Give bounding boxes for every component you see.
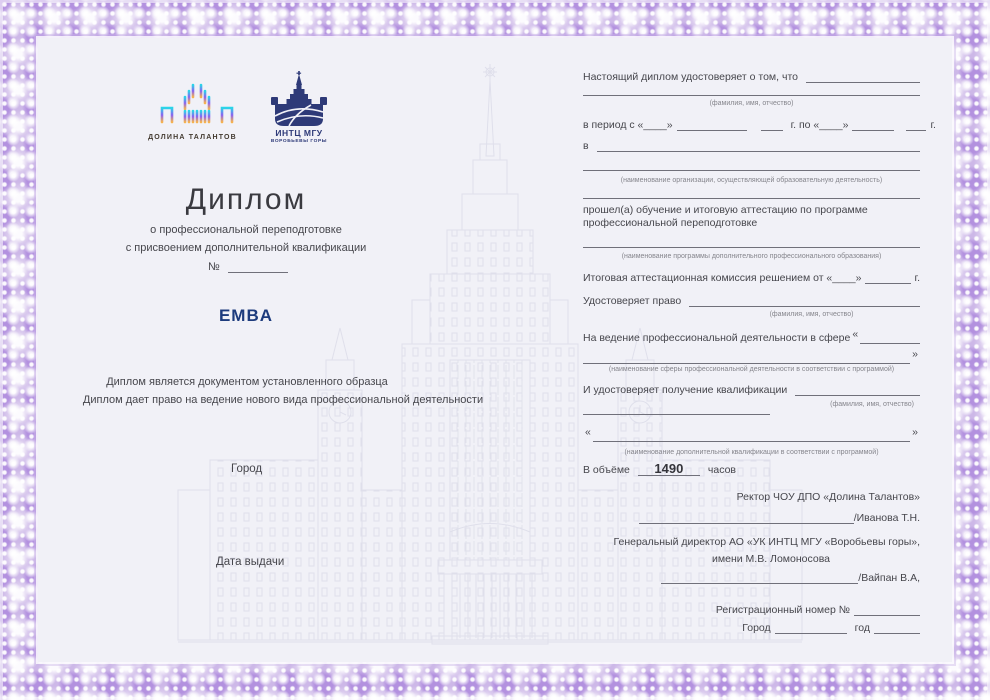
commission-date-blank[interactable] — [865, 271, 910, 284]
rector-title-row — [583, 491, 920, 503]
qualification-name-blank[interactable] — [593, 429, 910, 442]
reg-number-row — [583, 603, 920, 616]
statement-line2: Диплом дает право на ведение нового вида профессиональной деятельности — [82, 394, 484, 406]
diploma-subtitle-line2: с присвоением дополнительной квалификации — [125, 242, 367, 254]
director-sign-name: /Вайпан В.А, — [858, 571, 920, 584]
period-year-blank-1[interactable] — [761, 118, 783, 131]
certify-intro-label: Настоящий диплом удостоверяет о том, что — [583, 70, 798, 83]
right-label: Удостоверяет право — [583, 294, 682, 307]
diploma-title: Диплом — [185, 183, 307, 216]
period-row — [583, 118, 936, 131]
talents-valley-logo-icon — [152, 74, 242, 128]
passed-line2-label: профессиональной переподготовке — [583, 217, 758, 229]
diploma-number-row — [208, 260, 288, 273]
program-blank[interactable] — [583, 245, 920, 248]
city-year-row — [583, 621, 920, 634]
qualification-caption: (наименование дополнительной квалификации в соответствии с программой) — [624, 449, 879, 456]
period-date-blank-2[interactable] — [852, 118, 894, 131]
rector-sign-name: /Иванова Т.Н. — [853, 511, 920, 524]
organization-blank-2[interactable] — [583, 168, 920, 171]
sphere-open-quote: « — [852, 328, 859, 340]
talents-valley-logo-label: ДОЛИНА ТАЛАНТОВ — [148, 134, 237, 141]
commission-year-suffix: г. — [914, 271, 920, 284]
sphere-caption: (наименование сферы профессиональной деятельности в соответствии с программой) — [608, 366, 895, 373]
fio-blank-2[interactable] — [583, 93, 920, 96]
sphere-close-quote: » — [912, 348, 918, 360]
form-column — [583, 0, 936, 700]
sphere-label: На ведение профессиональной деятельности в сфере — [583, 332, 851, 344]
diploma-number-blank[interactable] — [228, 260, 288, 273]
rector-signature-blank[interactable] — [639, 511, 854, 524]
director-title-row-2 — [583, 553, 920, 565]
intc-msu-logo-name: ИНТЦ МГУ — [275, 128, 323, 138]
reg-year-blank[interactable] — [874, 621, 920, 634]
qualification-row — [583, 383, 920, 396]
qualification-fio-blank-1[interactable] — [795, 383, 920, 396]
period-date-blank-1[interactable] — [677, 118, 747, 131]
volume-blank[interactable] — [638, 463, 700, 476]
fio-caption-2: (фамилия, имя, отчество) — [769, 311, 854, 318]
fio-caption-3: (фамилия, имя, отчество) — [830, 401, 914, 408]
certify-intro-row — [583, 70, 920, 83]
period-from-label: в период с «____» — [583, 118, 673, 131]
sphere-blank-2[interactable] — [583, 351, 910, 364]
program-name: EMBA — [218, 306, 274, 325]
in-label: в — [583, 139, 589, 152]
issue-date-label: Дата выдачи — [216, 556, 285, 568]
sphere-row — [583, 328, 920, 344]
organization-blank-1[interactable] — [597, 139, 920, 152]
qualification-open-quote: « — [585, 426, 591, 438]
passed-line1-label: прошел(а) обучение и итоговую аттестацию по программе — [583, 204, 868, 216]
passed-line1 — [583, 204, 920, 216]
rector-title: Ректор ЧОУ ДПО «Долина Талантов» — [736, 491, 920, 503]
qualification-name-row — [583, 426, 920, 442]
director-title-row-1 — [583, 536, 920, 548]
intc-msu-logo-icon — [267, 70, 331, 128]
director-title-line1: Генеральный директор АО «УК ИНТЦ МГУ «Воробьевы горы», — [613, 536, 920, 548]
commission-label: Итоговая аттестационная комиссия решением от «____» — [583, 271, 862, 284]
right-fio-blank[interactable] — [689, 294, 920, 307]
fio-caption: (фамилия, имя, отчество) — [709, 100, 794, 107]
sphere-blank-1[interactable] — [860, 331, 920, 344]
commission-row — [583, 271, 920, 284]
reg-city-blank[interactable] — [775, 621, 847, 634]
qualification-label: И удостоверяет получение квалификации — [583, 383, 788, 396]
director-sign-row — [583, 571, 920, 584]
statement-line1: Диплом является документом установленного образца — [106, 376, 388, 388]
director-signature-blank[interactable] — [661, 571, 858, 584]
intc-msu-logo-subname: ВОРОБЬЕВЫ ГОРЫ — [270, 139, 328, 144]
right-row — [583, 294, 920, 307]
sphere-row-2 — [583, 348, 920, 364]
qualification-fio-blank-2[interactable] — [583, 412, 770, 415]
volume-hours-value: 1490 — [654, 461, 684, 476]
diploma-subtitle-line1: о профессиональной переподготовке — [150, 224, 342, 236]
city-label: Город — [231, 463, 263, 475]
organization-blank-3[interactable] — [583, 196, 920, 199]
period-year-suffix: г. — [930, 118, 936, 131]
qualification-close-quote: » — [912, 426, 918, 438]
reg-number-label: Регистрационный номер № — [715, 603, 850, 616]
organization-row — [583, 139, 920, 152]
reg-city-label: Город — [742, 621, 771, 634]
reg-year-label: год — [854, 621, 870, 634]
passed-line2 — [583, 217, 920, 229]
volume-label: В объёме — [583, 463, 630, 476]
reg-number-blank[interactable] — [854, 603, 920, 616]
period-year-blank-2[interactable] — [906, 118, 926, 131]
organization-caption: (наименование организации, осуществляющей образовательную деятельность) — [620, 177, 883, 184]
fio-blank-1[interactable] — [806, 70, 920, 83]
program-caption: (наименование программы дополнительного профессионального образования) — [621, 253, 882, 260]
period-to-label: г. по «____» — [790, 118, 849, 131]
director-title-line2: имени М.В. Ломоносова — [712, 553, 830, 565]
volume-units: часов — [707, 463, 736, 476]
rector-sign-row — [583, 511, 920, 524]
diploma-number-label: № — [208, 261, 220, 273]
volume-row — [583, 463, 920, 476]
